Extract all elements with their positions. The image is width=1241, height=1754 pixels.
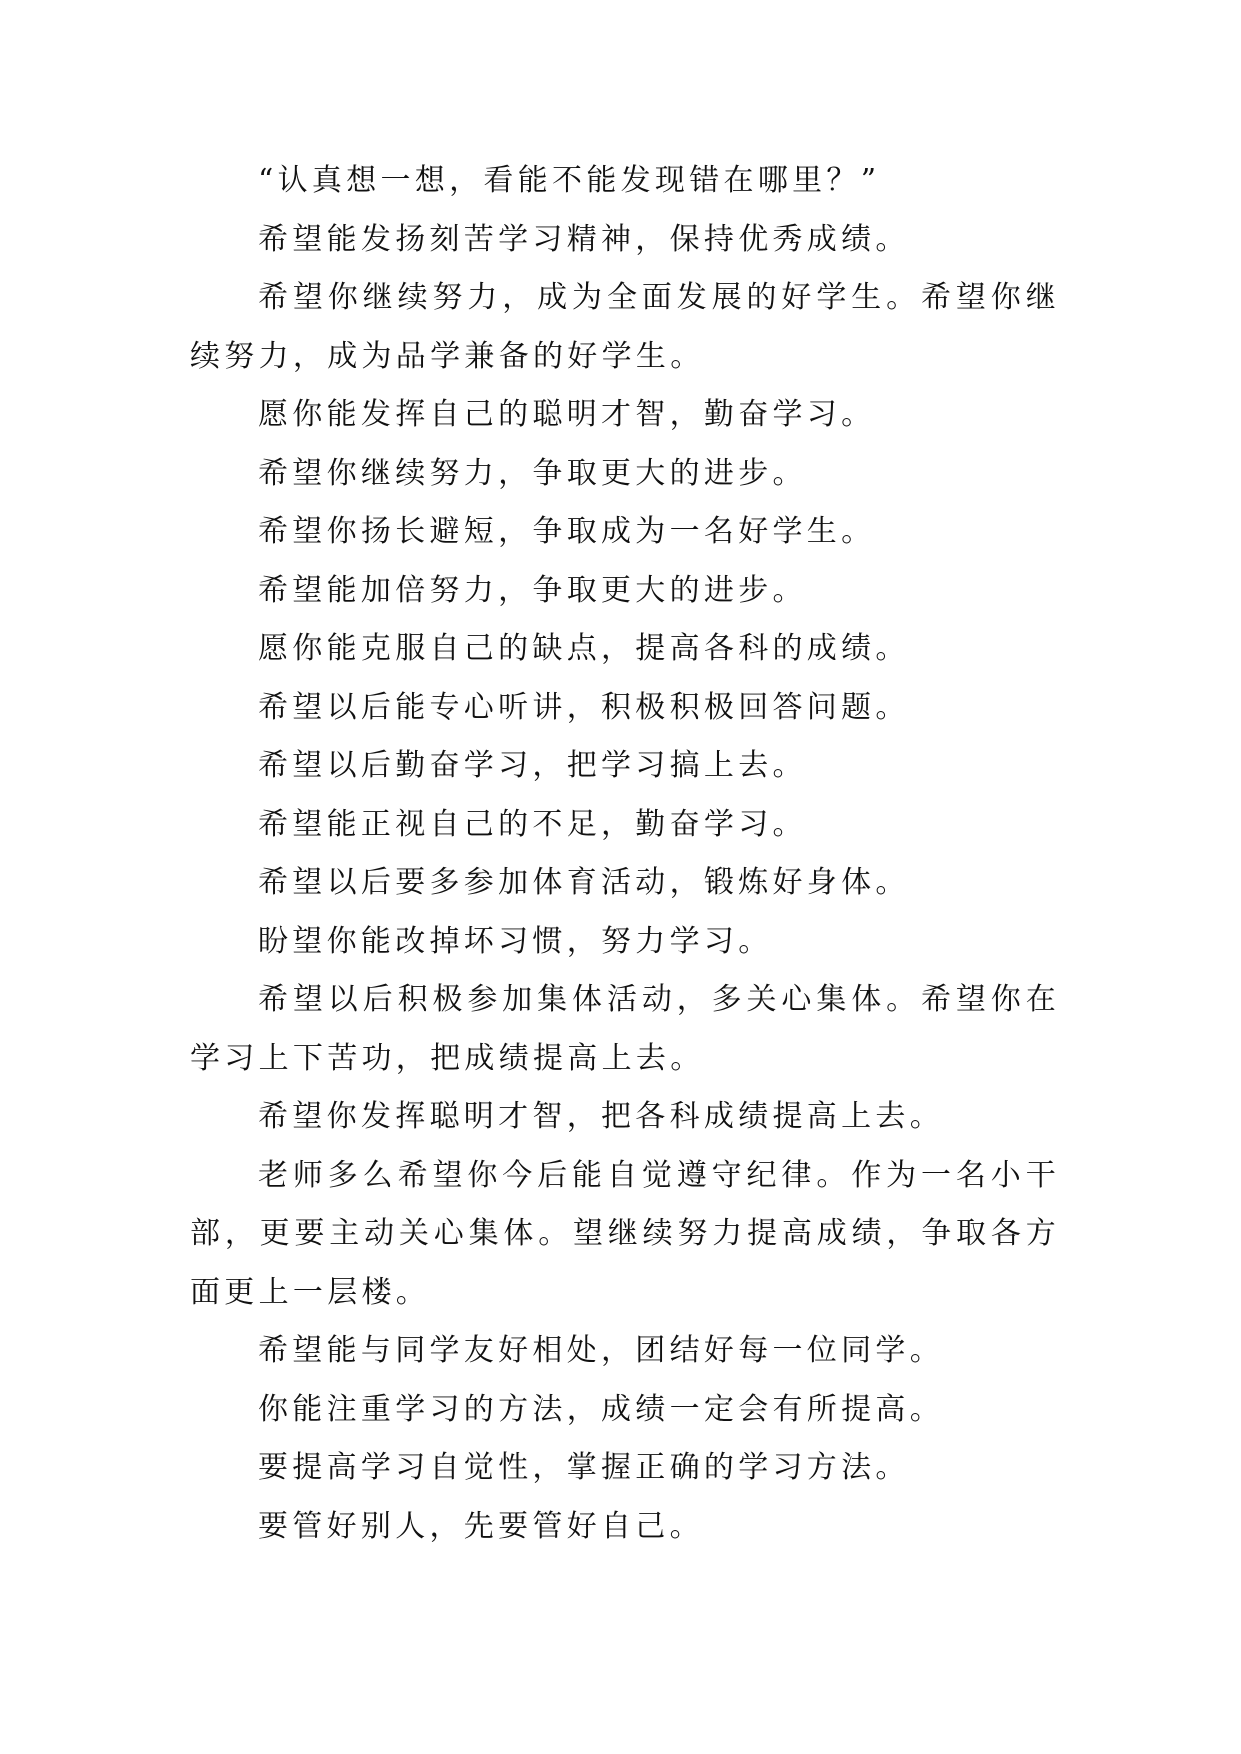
paragraph: 希望能正视自己的不足，勤奋学习。 (258, 806, 807, 842)
paragraph: “认真想一想，看能不能发现错在哪里？” (258, 163, 881, 198)
paragraph: 希望以后勤奋学习，把学习搞上去。 (258, 748, 807, 783)
paragraph: 老师多么希望你今后能自觉遵守纪律。作为一名小干部，更要主动关心集体。望继续努力提高成绩，争取各方面更上一层楼。 (190, 1157, 1060, 1310)
paragraph: 希望能与同学友好相处，团结好每一位同学。 (258, 1333, 944, 1368)
paragraph: 希望你扬长避短，争取成为一名好学生。 (258, 514, 876, 549)
document-page (190, 152, 1060, 1556)
paragraph: 要管好别人，先要管好自己。 (258, 1508, 704, 1544)
paragraph: 希望你发挥聪明才智，把各科成绩提高上去。 (258, 1099, 944, 1134)
paragraph: 盼望你能改掉坏习惯，努力学习。 (258, 923, 773, 959)
paragraph: 愿你能发挥自己的聪明才智，勤奋学习。 (258, 397, 876, 432)
paragraph: 希望能发扬刻苦学习精神，保持优秀成绩。 (258, 221, 910, 257)
paragraph: 你能注重学习的方法，成绩一定会有所提高。 (258, 1391, 944, 1427)
paragraph: 希望以后要多参加体育活动，锻炼好身体。 (258, 865, 910, 900)
paragraph: 希望你继续努力，成为全面发展的好学生。希望你继续努力，成为品学兼备的好学生。 (190, 280, 1060, 374)
paragraph: 愿你能克服自己的缺点，提高各科的成绩。 (258, 631, 910, 666)
paragraph: 要提高学习自觉性，掌握正确的学习方法。 (258, 1450, 910, 1485)
paragraph: 希望你继续努力，争取更大的进步。 (258, 455, 807, 491)
paragraph: 希望能加倍努力，争取更大的进步。 (258, 572, 807, 608)
paragraph: 希望以后积极参加集体活动，多关心集体。希望你在学习上下苦功，把成绩提高上去。 (190, 982, 1060, 1076)
paragraph: 希望以后能专心听讲，积极积极回答问题。 (258, 689, 910, 725)
